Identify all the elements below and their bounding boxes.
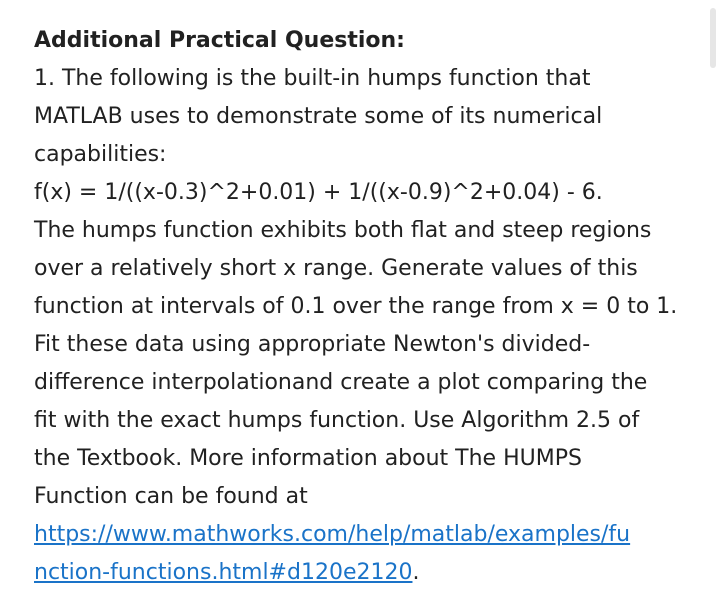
text-line-7: function at intervals of 0.1 over the range from x = 0 to 1. (34, 294, 678, 319)
mathworks-link-part-2[interactable]: nction-functions.html#d120e2120 (34, 560, 413, 585)
text-line-9: difference interpolationand create a plot comparing the (34, 370, 648, 395)
text-line-12: Function can be found at (34, 484, 308, 509)
formula-line: f(x) = 1/((x-0.3)^2+0.01) + 1/((x-0.9)^2+0.04) - 6. (34, 180, 603, 205)
text-line-11: the Textbook. More information about The HUMPS (34, 446, 582, 471)
text-line-1: 1. The following is the built-in humps function that (34, 66, 591, 91)
question-body (34, 22, 694, 592)
text-line-8: Fit these data using appropriate Newton's divided- (34, 332, 591, 357)
text-line-5: The humps function exhibits both flat and steep regions (34, 218, 652, 243)
link-line-2 (34, 554, 694, 592)
scrollbar[interactable] (710, 8, 716, 68)
question-heading: Additional Practical Question: (34, 28, 405, 53)
text-line-6: over a relatively short x range. Generate values of this (34, 256, 638, 281)
text-line-3: capabilities: (34, 142, 167, 167)
mathworks-link-part-1[interactable]: https://www.mathworks.com/help/matlab/examples/fu (34, 522, 631, 547)
text-line-10: fit with the exact humps function. Use Algorithm 2.5 of (34, 408, 640, 433)
link-trailing-period: . (412, 560, 420, 585)
link-line-1 (34, 516, 694, 554)
text-line-2: MATLAB uses to demonstrate some of its numerical (34, 104, 603, 129)
